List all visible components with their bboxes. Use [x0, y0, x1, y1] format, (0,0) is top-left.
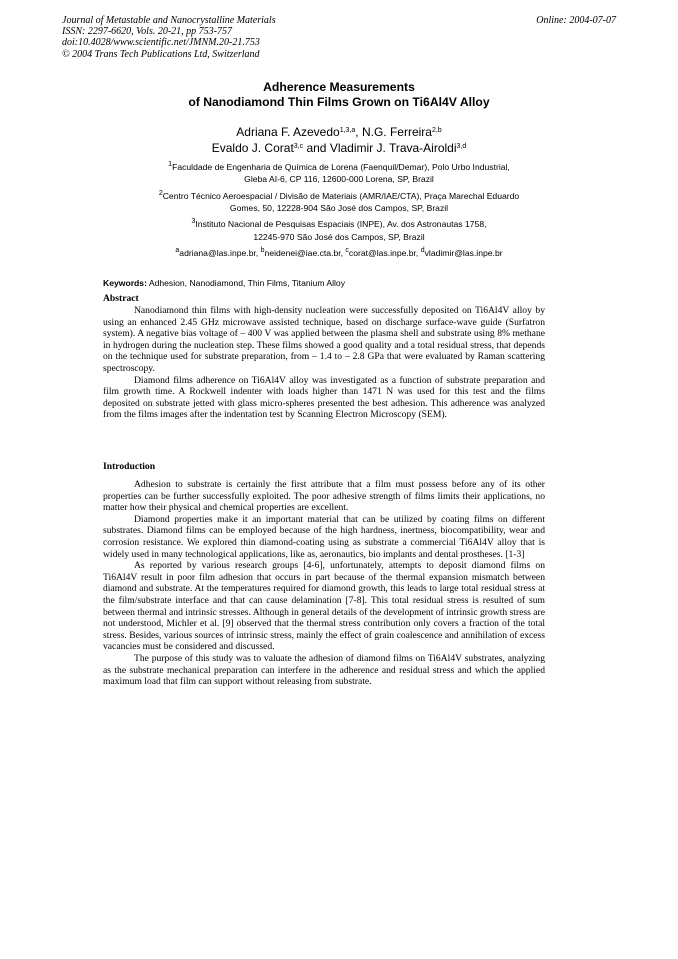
introduction-section — [103, 461, 545, 688]
affiliation-3 — [100, 218, 578, 242]
journal-issn: ISSN: 2297-6620, Vols. 20-21, pp 753-757 — [62, 26, 232, 38]
author-affiliation-mark: 1,3,a — [339, 127, 356, 134]
author-affiliation-mark: 3,c — [293, 143, 304, 150]
affiliation-text: 12245-970 São José dos Campos, SP, Brazil — [253, 231, 425, 242]
author-affiliation-mark: 3,d — [456, 143, 467, 150]
affiliation-line — [100, 161, 578, 173]
author-line-2 — [0, 140, 678, 156]
email-mark: b — [260, 247, 265, 255]
affiliation-1 — [100, 161, 578, 185]
abstract-paragraph: Diamond films adherence on Ti6Al4V alloy was investigated as a function of substrate preparation and film growth time. A Rockwell indenter with loads higher than 1471 N was used for this test and the films deposited on substrate jetted with glass micro-spheres presented the best adhesion. This adherence was analyzed from the films images after the indentation test by Scanning Electron Microscopy (SEM). — [103, 374, 545, 421]
email-link[interactable]: neidenei@iae.cta.br, — [264, 248, 346, 259]
introduction-paragraph: As reported by various research groups [4-6], unfortunately, attempts to deposit diamond films on Ti6Al4V result in poor film adhesion that occurs in part because of the thermal expansion mismatch between diamond and substrate. At the temperatures required for diamond growth, this leads to large total residual stress at the film/substrate interface and that can cause delamination [7-8]. This total residual stress is resulted of sum between thermal and intrinsic stresses. Although in general details of the development of intrinsic growth stress are not understood, Michler et al. [9] observed that the thermal stress contribution only covers a fraction of the total stress. Besides, various sources of intrinsic stress, mainly the effect of grain coalescence and annihilation of excess vacancies must be considered and discussed. — [103, 560, 545, 653]
author-name: Vladimir J. Trava-Airoldi — [329, 141, 457, 155]
email-link[interactable]: vladimir@las.inpe.br — [424, 248, 503, 259]
keywords-label: Keywords: — [103, 278, 147, 288]
introduction-paragraph: The purpose of this study was to valuate the adhesion of diamond films on Ti6Al4V substrates, analyzing as the substrate mechanical preparation can interfere in the adherence and residual stress and which the applied maximum load that film can support without releasing from substrate. — [103, 652, 545, 688]
affiliation-text: Gomes, 50, 12228-904 São José dos Campos, SP, Brazil — [229, 202, 449, 213]
keywords-text: Adhesion, Nanodiamond, Thin Films, Titanium Alloy — [146, 278, 346, 288]
author-line-1 — [0, 124, 678, 140]
email-mark: c — [345, 247, 349, 255]
affiliation-text: Centro Técnico Aeroespacial / Divisão de Materiais (AMR/IAE/CTA), Praça Marechal Eduardo — [162, 190, 520, 201]
introduction-paragraph: Adhesion to substrate is certainly the first attribute that a film must possess before any of its other properties can be further successfully exploited. The poor adhesive strength of films limits their applications, no matter how their physical and chemical properties are excellent. — [103, 479, 545, 514]
keywords — [103, 277, 545, 289]
affiliation-text: Instituto Nacional de Pesquisas Espaciais (INPE), Av. dos Astronautas 1758, — [195, 219, 487, 230]
email-link[interactable]: adriana@las.inpe.br, — [179, 248, 261, 259]
journal-doi: doi:10.4028/www.scientific.net/JMNM.20-21.753 — [62, 37, 260, 49]
affiliation-text: Gleba AI-6, CP 116, 12600-000 Lorena, SP, Brazil — [244, 174, 434, 185]
email-mark: a — [175, 247, 180, 255]
title-line-2: of Nanodiamond Thin Films Grown on Ti6Al4V Alloy — [188, 95, 490, 109]
journal-name: Journal of Metastable and Nanocrystalline Materials — [62, 15, 276, 26]
affiliation-line — [100, 218, 578, 230]
abstract-section — [103, 293, 545, 421]
affiliation-number: 2 — [158, 189, 163, 197]
online-date: Online: 2004-07-07 — [536, 15, 616, 26]
email-mark: d — [420, 247, 425, 255]
email-link[interactable]: corat@las.inpe.br, — [348, 248, 421, 259]
journal-info — [62, 15, 276, 60]
abstract-paragraph: Nanodiamond thin films with high-density nucleation were successfully deposited on Ti6Al4V alloy by using an enhanced 2.45 GHz microwave assisted technique, based on discharge surface-wave guide (Surfatron system). A negative bias voltage of – 400 V was applied between the plasma shell and substrate using 8% methane in hydrogen during the nucleation step. These films showed a good quality and a total residual stress, that depends on the technique used for substrate preparation, from – 1.4 to – 2.8 GPa that were evaluated by Raman scattering spectroscopy. — [103, 305, 545, 374]
author-separator: , — [355, 125, 362, 139]
journal-copyright: © 2004 Trans Tech Publications Ltd, Switzerland — [62, 48, 260, 60]
author-affiliation-mark: 2,b — [431, 127, 442, 134]
author-list — [0, 124, 678, 156]
abstract-heading: Abstract — [103, 293, 139, 304]
affiliation-2 — [100, 190, 578, 214]
introduction-heading: Introduction — [103, 461, 156, 472]
author-separator: and — [303, 141, 330, 155]
affiliation-line — [100, 190, 578, 202]
author-name: Evaldo J. Corat — [211, 141, 294, 155]
affiliation-text: Faculdade de Engenharia de Química de Lorena (Faenquil/Demar), Polo Urbo Industrial, — [172, 162, 510, 172]
email-list — [100, 247, 578, 259]
affiliation-number: 3 — [191, 218, 196, 226]
author-name: N.G. Ferreira — [361, 125, 432, 139]
introduction-paragraph: Diamond properties make it an important material that can be utilized by coating films on different substrates. Diamond films can be employed because of the high hardness, inertness, biocompatibility, wear and corrosion resistance. We explored thin diamond-coating using as substrate a commercial Ti6Al4V alloy that is widely used in many technological applications, like as, aeronautics, bio implants and dental prostheses. [1-3] — [103, 513, 545, 560]
paper-title — [0, 80, 678, 110]
affiliations — [100, 161, 578, 264]
title-line-1: Adherence Measurements — [263, 80, 415, 94]
affiliation-number: 1 — [168, 161, 173, 168]
author-name: Adriana F. Azevedo — [236, 125, 340, 139]
